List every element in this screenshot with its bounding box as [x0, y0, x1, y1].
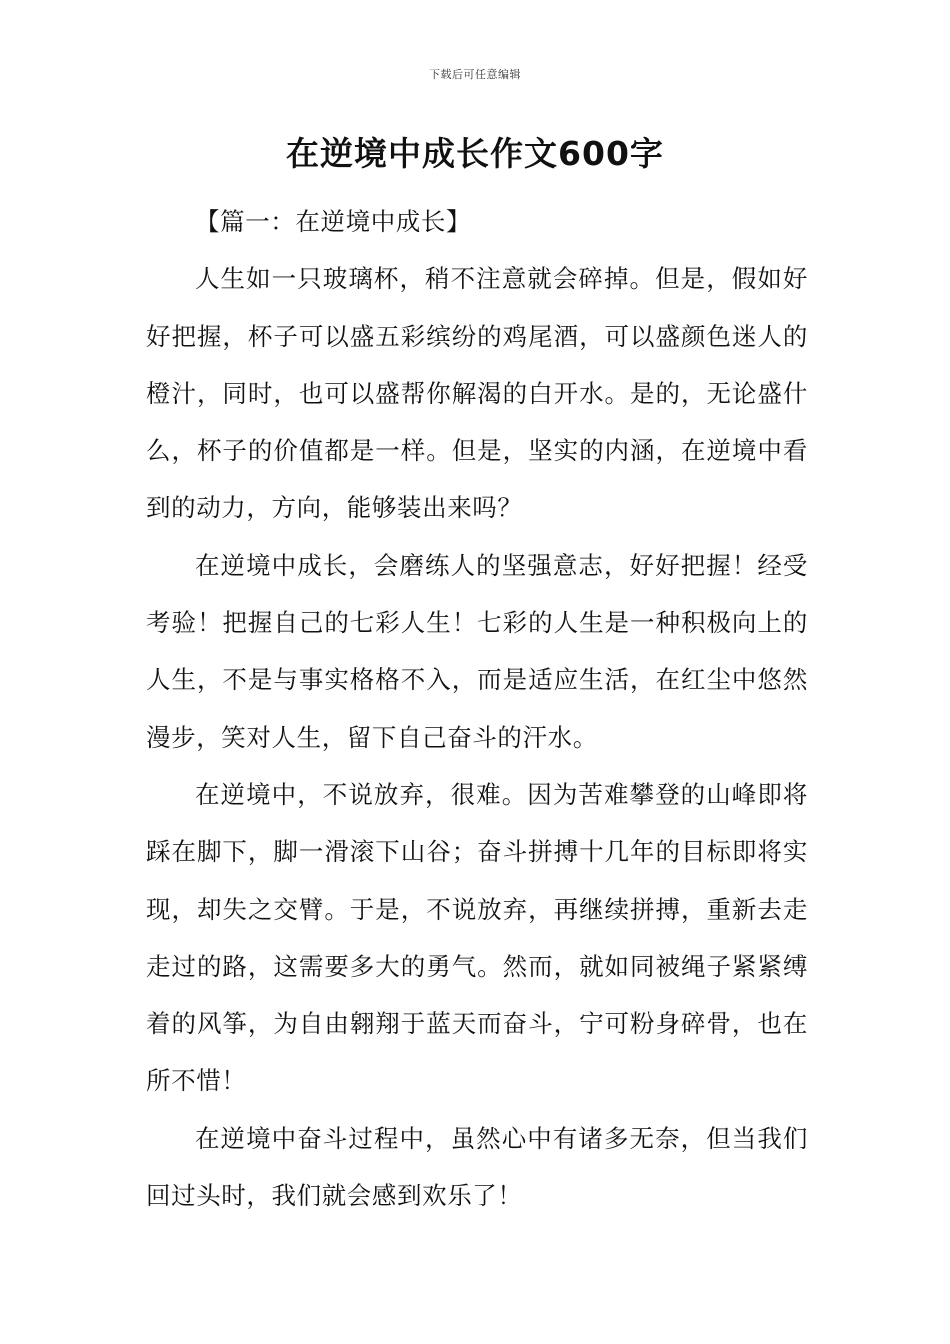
- paragraph-1: 人生如一只玻璃杯，稍不注意就会碎掉。但是，假如好好把握，杯子可以盛五彩缤纷的鸡尾酒，可以盛颜色迷人的橙汁，同时，也可以盛帮你解渴的白开水。是的，无论盛什么，杯子的价值都是一样。但是，坚实的内涵，在逆境中看到的动力，方向，能够装出来吗？: [146, 264, 808, 523]
- header-note: 下载后可任意编辑: [429, 68, 521, 81]
- paragraph-3: 在逆境中，不说放弃，很难。因为苦难攀登的山峰即将踩在脚下，脚一滑滚下山谷；奋斗拼搏十几年的目标即将实现，却失之交臂。于是，不说放弃，再继续拼搏，重新去走走过的路，这需要多大的勇气。然而，就如同被绳子紧紧缚着的风筝，为自由翱翔于蓝天而奋斗，宁可粉身碎骨，也在所不惜！: [146, 779, 808, 1096]
- paragraph-4: 在逆境中奋斗过程中，虽然心中有诸多无奈，但当我们回过头时，我们就会感到欢乐了！: [146, 1123, 808, 1211]
- document-title: 在逆境中成长作文600字: [286, 134, 664, 173]
- document-body: [146, 193, 808, 1224]
- paragraph-2: 在逆境中成长，会磨练人的坚强意志，好好把握！经受考验！把握自己的七彩人生！七彩的人生是一种积极向上的人生，不是与事实格格不入，而是适应生活，在红尘中悠然漫步，笑对人生，留下自己奋斗的汗水。: [146, 550, 808, 752]
- section-heading: 【篇一：在逆境中成长】: [195, 207, 472, 236]
